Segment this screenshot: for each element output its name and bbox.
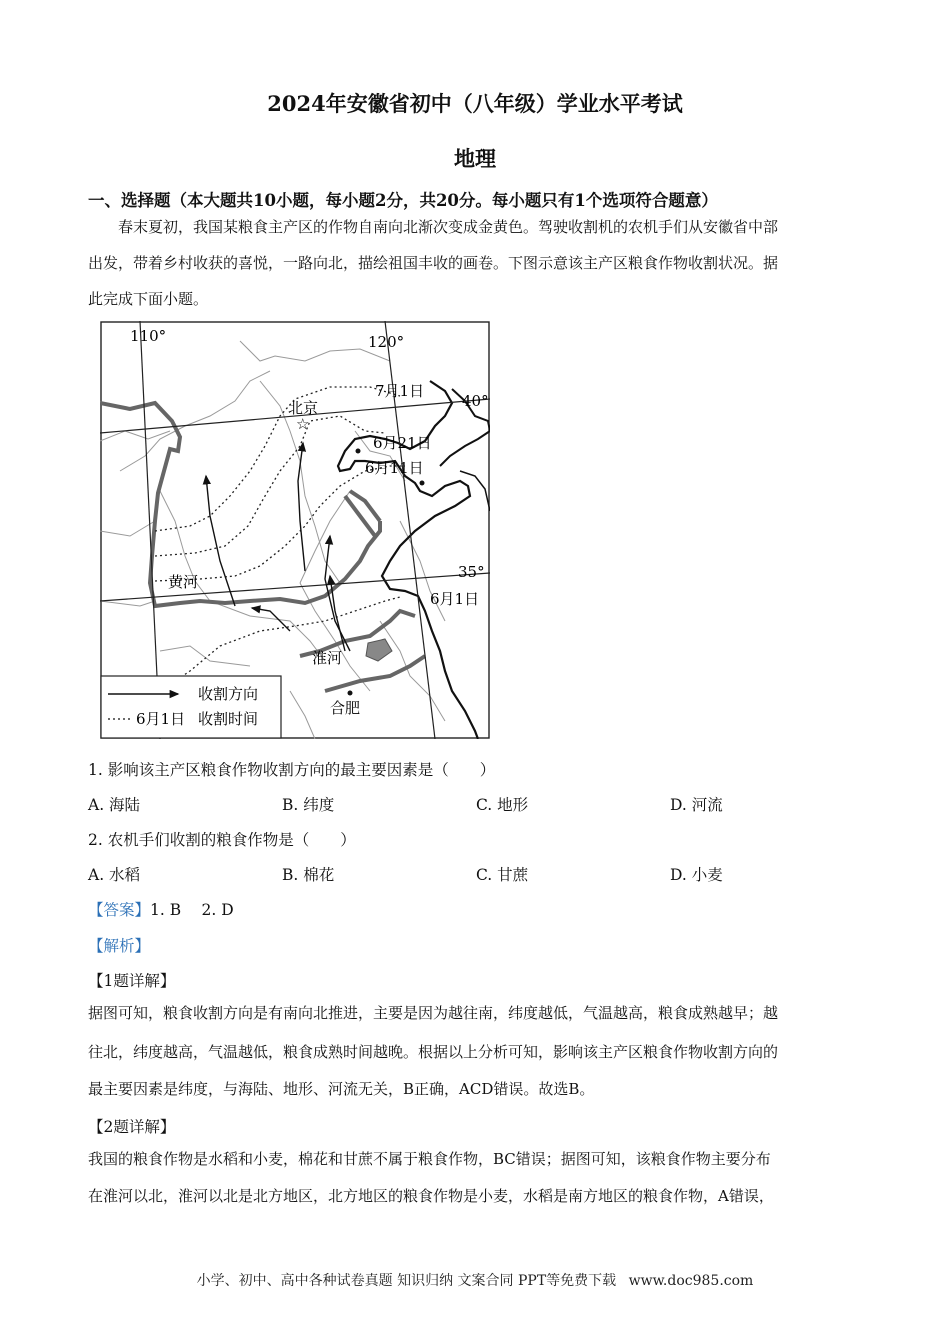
q1-option-b[interactable]: B. 纬度: [282, 796, 335, 814]
question-2-options: [0, 863, 950, 885]
section-heading: 一、选择题（本大题共10小题，每小题2分，共20分。每小题只有1个选项符合题意）: [88, 191, 718, 210]
detail-1-line-1: 据图可知，粮食收割方向是有南向北推进，主要是因为越往南，纬度越低，气温越高，粮食成熟越早；越: [88, 1004, 779, 1022]
hefei-label: 合肥: [330, 699, 361, 717]
footer-text: 小学、初中、高中各种试卷真题 知识归纳 文案合同 PPT等免费下载: [196, 1273, 617, 1289]
lat-40-label: 40°: [462, 392, 489, 410]
yellow-river-label: 黄河: [168, 573, 199, 591]
q1-option-d[interactable]: D. 河流: [670, 796, 723, 814]
legend-arrow-label: 收割方向: [198, 685, 259, 703]
beijing-label: 北京: [288, 399, 319, 417]
lon-110-label: 110°: [130, 327, 167, 345]
lon-120-label: 120°: [368, 333, 405, 351]
intro-line-1: 春末夏初，我国某粮食主产区的作物自南向北渐次变成金黄色。驾驶收割机的农机手们从安徽省中部: [118, 218, 779, 236]
map-legend: [101, 676, 281, 738]
huai-river-label: 淮河: [312, 649, 343, 667]
analysis-label: 【解析】: [88, 937, 151, 955]
subject-title: 地理: [454, 146, 496, 171]
answer-text: 1. B 2. D: [150, 901, 234, 919]
date-jun11-label: 6月11日: [365, 459, 424, 477]
q1-option-c[interactable]: C. 地形: [476, 796, 529, 814]
legend-line-date: 6月1日: [136, 710, 186, 728]
detail-1-line-2: 往北，纬度越高，气温越低，粮食成熟时间越晚。根据以上分析可知，影响该主产区粮食作物收割方向的: [88, 1043, 779, 1061]
question-1-stem: 1. 影响该主产区粮食作物收割方向的最主要因素是（ ）: [88, 761, 496, 779]
answer-label: 【答案】: [88, 901, 151, 919]
detail-1-line-3: 最主要因素是纬度，与海陆、地形、河流无关，B正确，ACD错误。故选B。: [88, 1080, 595, 1098]
beijing-star-icon: ☆: [296, 415, 310, 433]
q2-option-c[interactable]: C. 甘蔗: [476, 866, 529, 884]
detail-2-line-2: 在淮河以北，淮河以北是北方地区，北方地区的粮食作物是小麦，水稻是南方地区的粮食作物，A错误，: [88, 1187, 774, 1205]
detail-1-label: 【1题详解】: [88, 972, 176, 990]
detail-2-line-1: 我国的粮食作物是水稻和小麦，棉花和甘蔗不属于粮食作物，BC错误；据图可知，该粮食作物主要分布: [88, 1150, 771, 1168]
lat-35-label: 35°: [458, 563, 485, 581]
q1-option-a[interactable]: A. 海陆: [88, 796, 141, 814]
question-2-stem: 2. 农机手们收割的粮食作物是（ ）: [88, 831, 356, 849]
answer-line: [88, 898, 234, 920]
detail-2-label: 【2题详解】: [88, 1118, 176, 1136]
harvest-map: [100, 321, 490, 739]
q2-option-d[interactable]: D. 小麦: [670, 866, 723, 884]
city-dot: [420, 481, 425, 486]
hefei-dot: [348, 691, 353, 696]
date-jun1-label: 6月1日: [430, 590, 480, 608]
page-footer: [0, 1270, 950, 1290]
legend-line-label: 收割时间: [198, 710, 259, 728]
q2-option-b[interactable]: B. 棉花: [282, 866, 335, 884]
date-jun21-label: 6月21日: [373, 434, 432, 452]
q2-option-a[interactable]: A. 水稻: [88, 866, 141, 884]
intro-line-2: 出发，带着乡村收获的喜悦，一路向北，描绘祖国丰收的画卷。下图示意该主产区粮食作物收割状况。据: [88, 254, 779, 272]
city-dot: [356, 449, 361, 454]
footer-url[interactable]: www.doc985.com: [628, 1273, 754, 1289]
intro-line-3: 此完成下面小题。: [88, 290, 209, 308]
date-jul1-label: 7月1日: [375, 382, 425, 400]
exam-title: 2024年安徽省初中（八年级）学业水平考试: [267, 91, 683, 116]
question-1-options: [0, 793, 950, 815]
